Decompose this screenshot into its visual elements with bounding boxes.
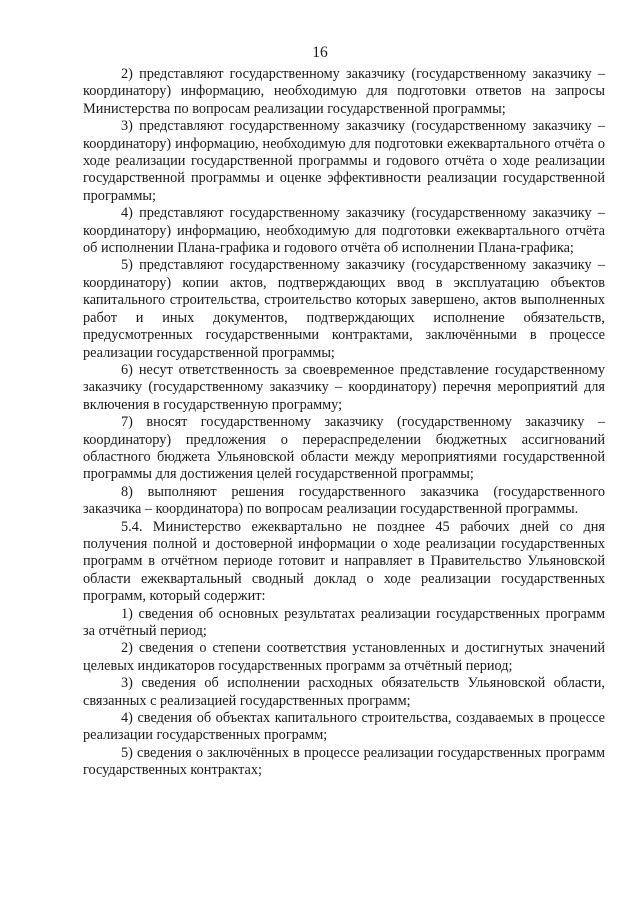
paragraph-item-3-info-for-quarterly-report: 3) представляют государственному заказчику (государственному заказчику – координатору) информацию, необходимую для подготовки ежеквартального отчёта о ходе реализации государственной программы и годового отчёта о ходе реализации государственной программы и оценке эффективности реализации государственной программы; bbox=[83, 118, 605, 204]
paragraph-item-2-info-for-ministry-requests: 2) представляют государственному заказчику (государственному заказчику – координатору) информацию, необходимую для подготовки ответов на запросы Министерства по вопросам реализации государственной программы; bbox=[83, 66, 605, 117]
paragraph-report-item-1: 1) сведения об основных результатах реализации государственных программ за отчётный период; bbox=[83, 605, 605, 639]
paragraph-item-5-acts-copies: 5) представляют государственному заказчику (государственному заказчику – координатору) копии актов, подтверждающих ввод в эксплуатацию объектов капитального строительства, строительство которых завершено, актов выполненных работ и иных документов, подтверждающих исполнение обязательств, предусмотренных государственными контрактами, заключёнными в процессе реализации государственной программы; bbox=[83, 257, 605, 361]
document-body bbox=[83, 66, 605, 780]
paragraph-item-7-reallocation-proposals: 7) вносят государственному заказчику (государственному заказчику – координатору) предложения о перераспределении бюджетных ассигнований областного бюджета Ульяновской области между мероприятиями государственной программы для достижения целей государственной программы; bbox=[83, 414, 605, 483]
paragraph-report-item-2: 2) сведения о степени соответствия установленных и достигнутых значений целевых индикаторов государственных программ за отчётный период; bbox=[83, 640, 605, 674]
paragraph-section-5-4: 5.4. Министерство ежеквартально не позднее 45 рабочих дней со дня получения полной и достоверной информации о ходе реализации государственных программ в отчётном периоде готовит и направляет в Правительство Ульяновской области ежеквартальный сводный доклад о ходе реализации государственных программ, который содержит: bbox=[83, 518, 605, 605]
paragraph-report-item-4: 4) сведения об объектах капитального строительства, создаваемых в процессе реализации государственных программ; bbox=[83, 710, 605, 744]
paragraph-item-6-responsibility: 6) несут ответственность за своевременное представление государственному заказчику (государственному заказчику – координатору) перечня мероприятий для включения в государственную программу; bbox=[83, 361, 605, 413]
paragraph-report-item-3: 3) сведения об исполнении расходных обязательств Ульяновской области, связанных с реализацией государственных программ; bbox=[83, 675, 605, 709]
paragraph-report-item-5: 5) сведения о заключённых в процессе реализации государственных программ государственных контрактах; bbox=[83, 744, 605, 779]
page-number: 16 bbox=[312, 44, 328, 61]
paragraph-item-8-execute-decisions: 8) выполняют решения государственного заказчика (государственного заказчика – координатора) по вопросам реализации государственной программы. bbox=[83, 483, 605, 518]
paragraph-item-4-info-for-schedule-report: 4) представляют государственному заказчику (государственному заказчику – координатору) информацию, необходимую для подготовки ежеквартального отчёта об исполнении Плана-графика и годового отчёта об исполнении Плана-графика; bbox=[83, 205, 605, 257]
